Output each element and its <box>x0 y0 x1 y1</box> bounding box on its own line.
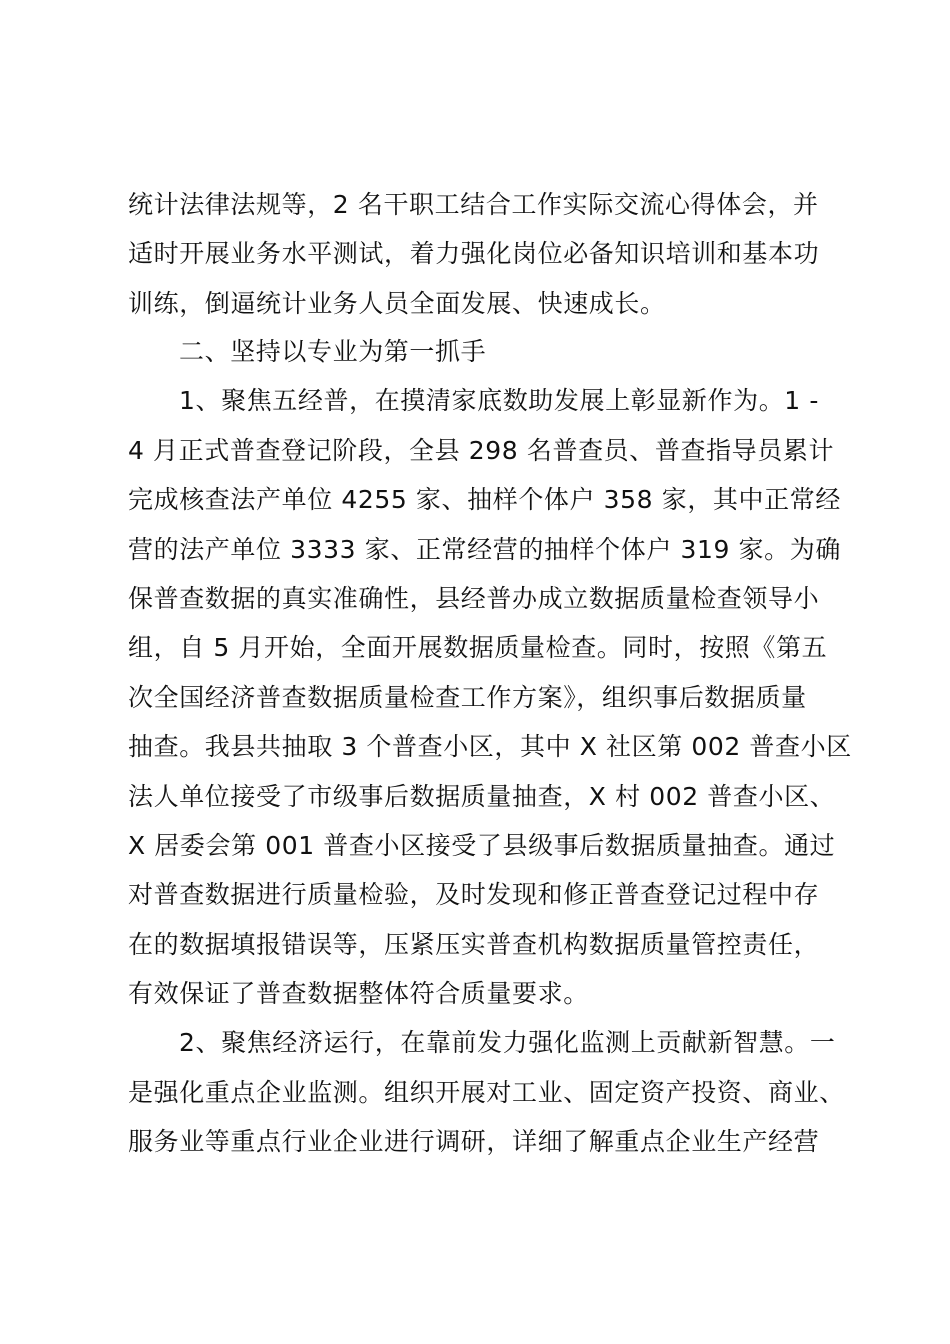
text-line: 1、聚焦五经普，在摸清家底数助发展上彰显新作为。1 - <box>179 386 819 416</box>
text-line: 有效保证了普查数据整体符合质量要求。 <box>128 979 589 1009</box>
text-line: 4 月正式普查登记阶段，全县 298 名普查员、普查指导员累计 <box>128 435 835 465</box>
text-line: 在的数据填报错误等，压紧压实普查机构数据质量管控责任， <box>128 929 820 959</box>
paragraph-economic-operation <box>128 1018 845 1166</box>
document-body <box>128 327 852 1167</box>
text-line: X 居委会第 001 普查小区接受了县级事后数据质量抽查。通过 <box>128 830 836 860</box>
paragraph-training-end <box>128 180 833 328</box>
text-line: 抽查。我县共抽取 3 个普查小区，其中 X 社区第 002 普查小区 <box>128 732 852 762</box>
text-line: 组，自 5 月开始，全面开展数据质量检查。同时，按照《第五 <box>128 633 828 663</box>
section-heading <box>128 327 833 376</box>
text-line: 是强化重点企业监测。组织开展对工业、固定资产投资、商业、 <box>128 1077 845 1107</box>
text-line: 营的法产单位 3333 家、正常经营的抽样个体户 319 家。为确 <box>128 534 841 564</box>
paragraph-economic-census <box>128 376 852 1018</box>
text-line: 适时开展业务水平测试，着力强化岗位必备知识培训和基本功 <box>128 239 820 269</box>
text-line: 服务业等重点行业企业进行调研，详细了解重点企业生产经营 <box>128 1127 820 1157</box>
text-line: 2、聚焦经济运行，在靠前发力强化监测上贡献新智慧。一 <box>179 1028 836 1058</box>
heading-line: 二、坚持以专业为第一抓手 <box>179 337 487 366</box>
text-line: 次全国经济普查数据质量检查工作方案》，组织事后数据质量 <box>128 682 807 712</box>
text-line: 完成核查法产单位 4255 家、抽样个体户 358 家，其中正常经 <box>128 485 841 515</box>
text-line: 训练，倒逼统计业务人员全面发展、快速成长。 <box>128 288 666 318</box>
text-line: 保普查数据的真实准确性，县经普办成立数据质量检查领导小 <box>128 583 820 613</box>
text-line: 对普查数据进行质量检验，及时发现和修正普查登记过程中存 <box>128 880 820 910</box>
text-line: 法人单位接受了市级事后数据质量抽查，X 村 002 普查小区、 <box>128 781 836 811</box>
text-line: 统计法律法规等，2 名干职工结合工作实际交流心得体会，并 <box>128 190 819 219</box>
